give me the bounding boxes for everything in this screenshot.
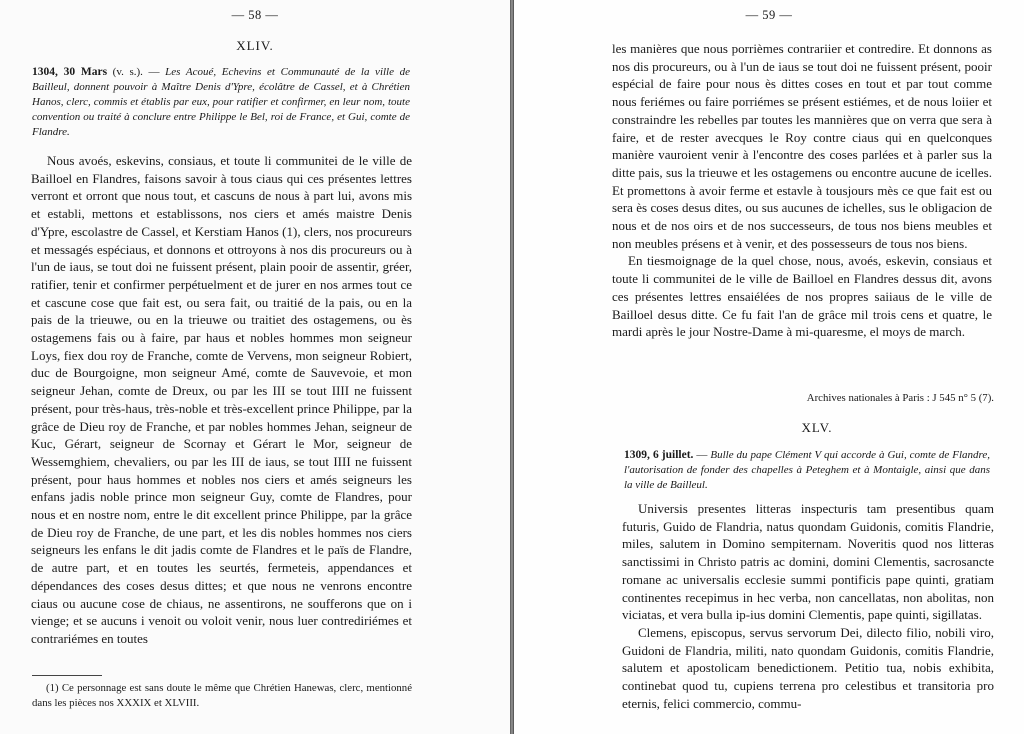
left-page xyxy=(0,0,510,734)
summary-analyse: Bulle du pape Clément V qui accorde à Gui, comte de Flandre, l'autorisation de fonder des chapelles à Peteghem et à Montaigle, ainsi que dans la ville de Bailleul. xyxy=(624,449,991,491)
act-summary-xliv xyxy=(32,65,410,140)
act-summary-xlv xyxy=(624,448,990,493)
right-page xyxy=(514,0,1024,734)
summary-date: 1309, 6 juillet. xyxy=(624,449,694,461)
act-heading-xliv: XLIV. xyxy=(236,38,274,53)
testimony-paragraph: En tiesmoignage de la quel chose, nous, avoés, eskevin, consiaus et toute li communitei de le ville de Bailloel en Flandres dessus dit, avons ces présentes lettres ensaiélées de nos propres saiiaus de le ville de Bailloel desus ditte. Ce fu fait l'an de grâce mil trois cens et quatre, le mardi après le jour Nostre-Dame à mi-quaresme, el moys de march. xyxy=(612,253,992,340)
footnote-rule xyxy=(32,675,102,676)
footnote: (1) Ce personnage est sans doute le même que Chrétien Hanewas, clerc, mentionné dans les pièces nos XXXIX et XLVIII. xyxy=(32,682,412,709)
summary-date: 1304, 30 Mars xyxy=(32,66,108,78)
archive-source: Archives nationales à Paris : J 545 n° 5 (7). xyxy=(806,392,994,404)
page-number-right: — 59 — xyxy=(745,8,793,22)
act-heading-xlv: XLV. xyxy=(801,420,833,435)
page-number-left: — 58 — xyxy=(231,8,279,22)
act-body-xliv-continued xyxy=(612,40,992,341)
latin-paragraph-1: Universis presentes litteras inspecturis tam presentibus quam futuris, Guido de Flandria, natus quondam Guidonis, comitis Flandrie, miles, salutem in Domino sempiternam. Noveritis quod nos litteras sanctissimi in Christo patris ac domini, domini Clementis, sacrosancte romane ac universalis ecclesie summi pontificis pape quinti, gratiam continentes recepimus in hec verba, non cancellatas, non abolitas, non viciatas, et vera bulla ip-ius domini Clementis, pape quinti, sigillatas. xyxy=(622,501,994,623)
summary-analyse: Les Acoué, Echevins et Communauté de la ville de Bailleul, donnent pouvoir à Maître Denis d'Ypre, écolâtre de Cassel, et à Chrétien Hanos, clerc, commis et établis par eux, pour ratifier et confirmer, en leur nom, toute convention ou traité à conclure entre Philippe le Bel, roi de France, et Gui, comte de Flandre. xyxy=(32,66,410,138)
act-body-xliv xyxy=(31,152,412,648)
summary-nature: — xyxy=(693,449,711,461)
body-paragraph: Nous avoés, eskevins, consiaus, et toute li communitei de le ville de Bailloel en Flandres, faisons savoir à tous ciaus qui ces présentes lettres verront et orront que nous tout, et cascuns de nous à part lui, avons mis et establi, mettons et establissons, nos ciers et amés maistre Denis d'Ypre, escolastre de Cassel, et Kerstiam Hanos (1), clers, nos procureurs et messagés espéciaus, et donnons et ottroyons à nos dis procureurs ou à l'un de iaus, se tout doi ne fuissent présent, plain pooir de assentir, gréer, ratifier, tenir et confirmer perpétuelment et de jurer en nos armes tout ce et cascune cose que fait est, ou sera fait, ou traitié de la pais, ou en la pais de la trieuwe, ou en la trieuwe ou traitiet des ostagemens, ou ès ostagemens fais ou à faire, par haus et nobles hommes mon seigneur Loys, fiex dou roy de Franche, comte de Vervens, mon seigneur Robiert, duc de Bourgoigne, mon seigneur Amé, comte de Sauvevoie, et mon seigneur Jehan, comte de Dreux, ou par les III se tout IIII ne fuissent présent, pour très-haus, très-noble et très-excellent prince Philippe, par la grâce de Dieu roy de Franche, et par nobles hommes Jehan, seigneur de Kuc, Gérart, seigneur de Scornay et Gérart le Mor, seigneur de Wessemghiem, chevaliers, ou par les III de iaus, se tout IIII ne fuissent présent, pour haus hommes et nobles nos ciers et amés seigneurs les enfans jadis noble prince mon seigneur Guy, comte de Flandres, pour nous et en nostre nom, entre le dit excellent prince Philippe, par la grâce de Dieu roy de Franche, de une part, et les dis nobles hommes nos ciers seigneurs les enfans le dit jadis comte de Flandres et le païs de Flandre, de autre part, et en toutes les seurtés, fermeteis, appendances et dépendances des coses desus dittes; et que nous ne venrons encontre ciaus ou aucune cose de chiaus, ne assentirons, ne soufferons que on i vienge; et se aucuns i venoit ou voloit venir, nous luer contrediriémes et contrariémes en toutes xyxy=(31,153,412,646)
act-body-xlv xyxy=(622,500,994,712)
summary-nature: (v. s.). — xyxy=(107,66,166,78)
latin-paragraph-2: Clemens, episcopus, servus servorum Dei, dilecto filio, nobili viro, Guidoni de Flandria, militi, nato quondam Guidonis, comitis Flandrie, salutem et apostolicam benedictionem. Petitio tua, nobis exhibita, continebat quod tu, cupiens terrena pro celestibus et transitoria pro eternis, felici commercio, commu- xyxy=(622,624,994,711)
continuation-paragraph: les manières que nous porrièmes contrariier et contredire. Et donnons as nos dis procureurs, ou à l'un de iaus se tout doi ne fuissent présent, pooir espécial de faire pour nous ès dittes coses en tout et par tout comme nous feriémes ou faire porriémes se présent estiémes, et de nous loiier et constraindre les rebelles par toutes les mannières que on verra que sera à faire, et de rester avecques le Roy contre ciaus qui en quelconques manière vauroient venir à l'encontre des coses parlées et à parler sus la ditte pais, sus la trieuwe et les ostagemens ou encontre aucune de icelles. Et promettons à avoir ferme et estavle à tousjours mès ce que fait est ou sera ès coses desus dites, ou sus aucunes de ichelles, sus le obligacion de nous et de nos oirs et de nos successeurs, de tous nos biens meubles et non meubles présens et à venir, et des possesseurs de tous nos biens. xyxy=(612,41,992,251)
